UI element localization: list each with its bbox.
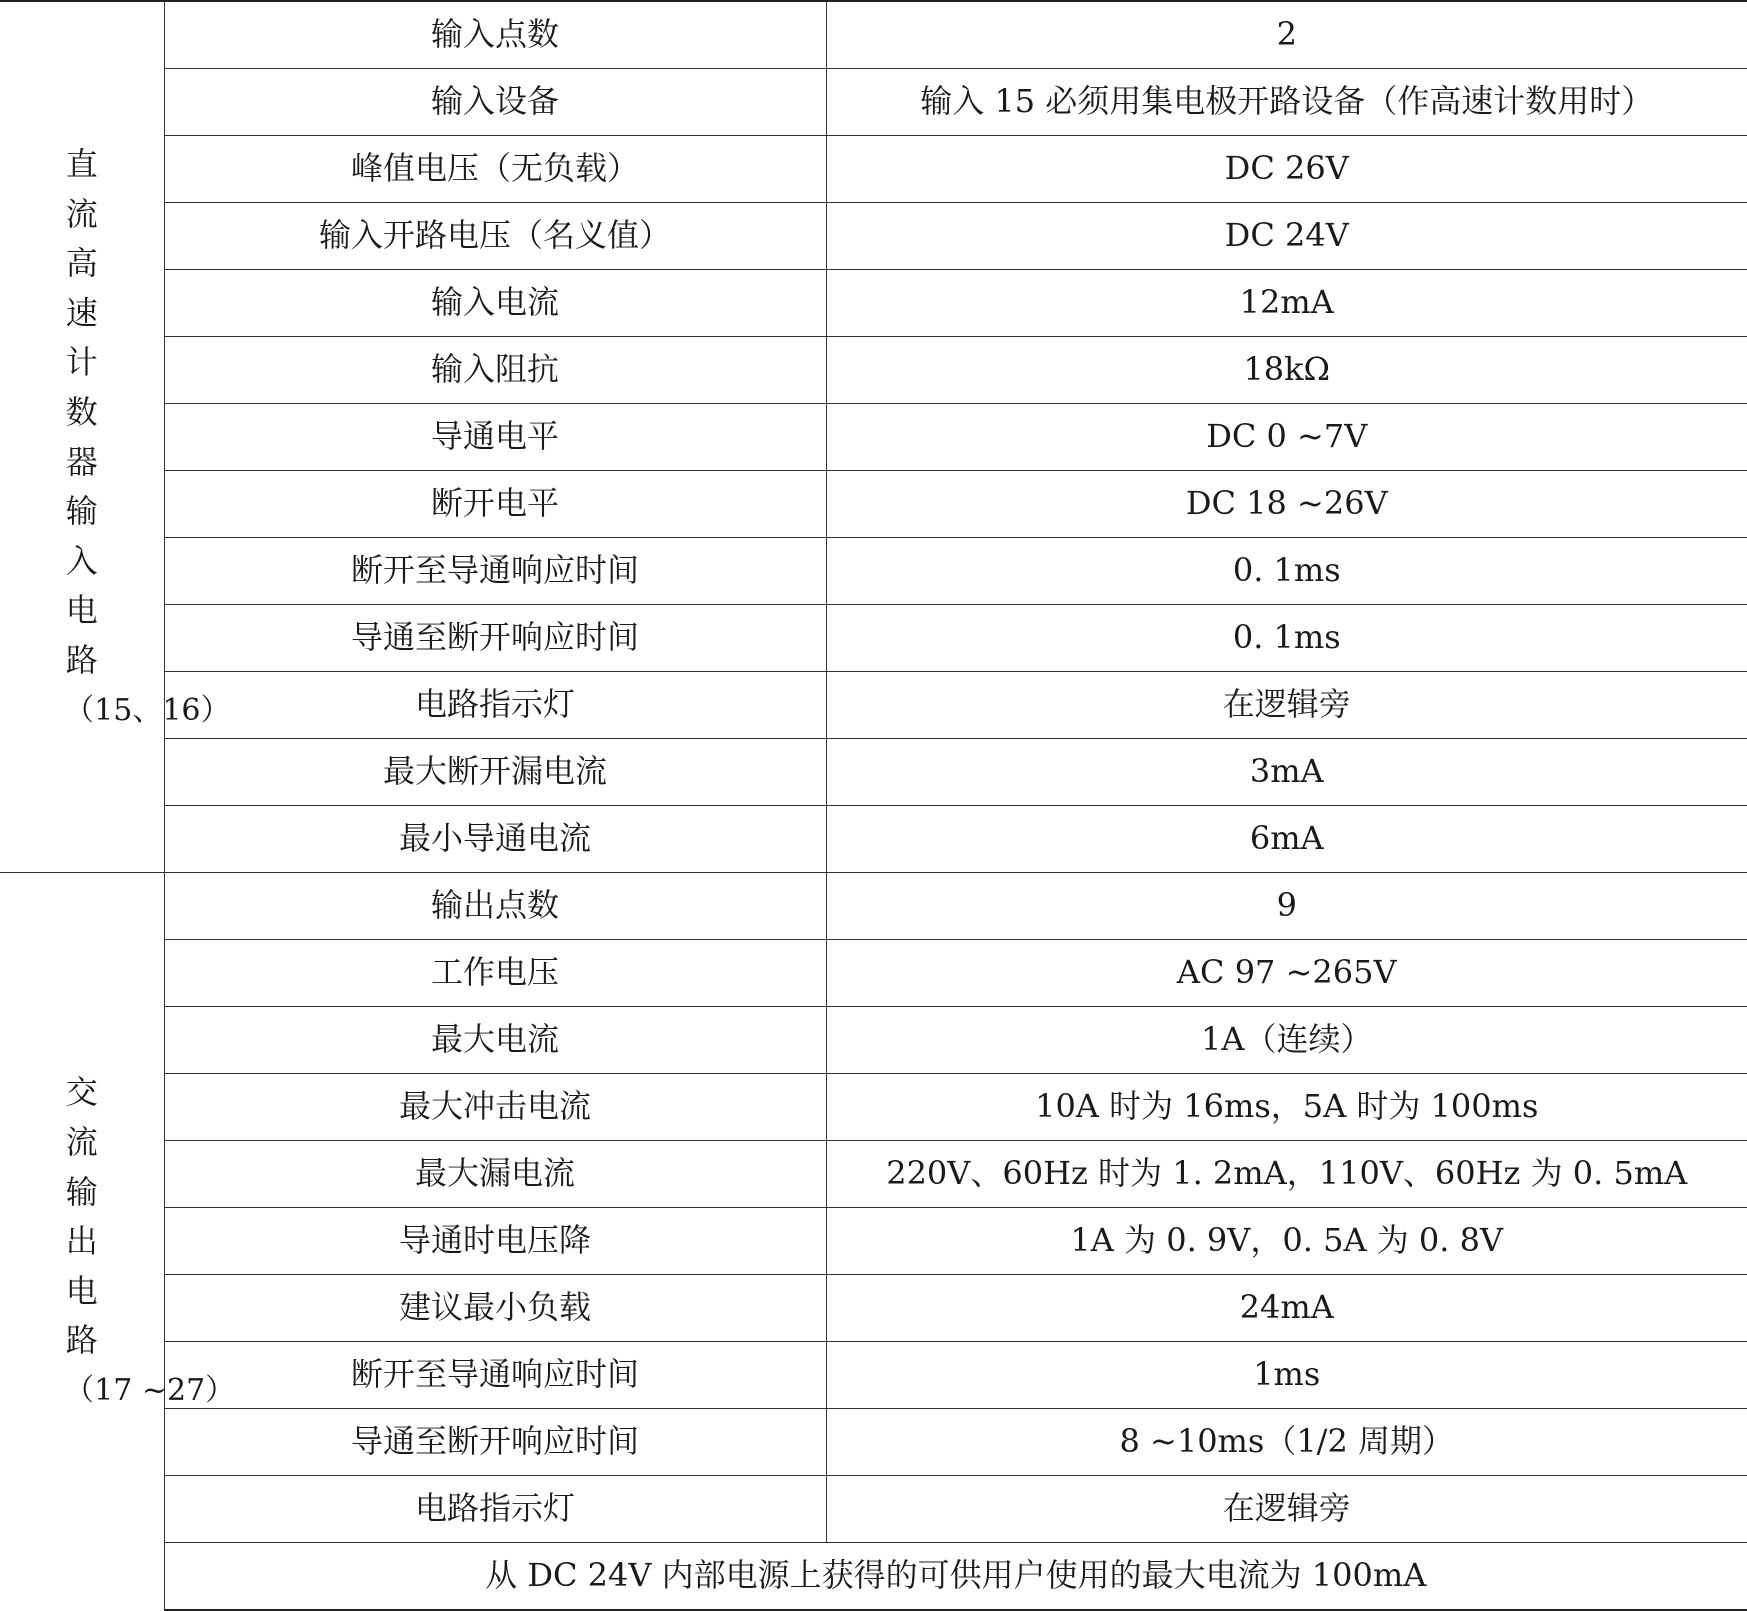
param-cell: 输入电流	[164, 270, 826, 337]
group-title-char: 路	[65, 640, 98, 679]
value-cell: DC 26V	[826, 136, 1747, 203]
table-row	[0, 940, 1747, 1007]
value-cell: 18kΩ	[826, 337, 1747, 404]
group-title	[64, 1068, 236, 1414]
value-cell: 24mA	[826, 1275, 1747, 1342]
group-title-char: 电	[65, 591, 98, 630]
table-row	[0, 1275, 1747, 1342]
param-cell: 最大断开漏电流	[164, 739, 826, 806]
table-row	[0, 203, 1747, 270]
group-title-char: 速	[65, 293, 98, 332]
value-cell: DC 18 ~26V	[826, 471, 1747, 538]
param-cell: 断开至导通响应时间	[164, 538, 826, 605]
value-cell: 输入 15 必须用集电极开路设备（作高速计数用时）	[826, 69, 1747, 136]
group-range: （17 ~27）	[64, 1373, 236, 1409]
value-cell: 12mA	[826, 270, 1747, 337]
param-cell: 最大漏电流	[164, 1141, 826, 1208]
group-title-char: 入	[65, 541, 98, 580]
table-row	[0, 1476, 1747, 1543]
spec-table-body	[0, 1, 1747, 1610]
table-row	[0, 873, 1747, 940]
value-cell: DC 0 ~7V	[826, 404, 1747, 471]
param-cell: 最大冲击电流	[164, 1074, 826, 1141]
group-title-char: 路	[65, 1321, 98, 1360]
value-cell: 9	[826, 873, 1747, 940]
group-title-char: 高	[65, 244, 98, 283]
value-cell: 1ms	[826, 1342, 1747, 1409]
param-cell: 导通电平	[164, 404, 826, 471]
table-row	[0, 605, 1747, 672]
table-row	[0, 1074, 1747, 1141]
group-title	[64, 140, 231, 734]
table-row	[0, 1141, 1747, 1208]
table-row	[0, 672, 1747, 739]
table-row	[0, 69, 1747, 136]
value-cell: DC 24V	[826, 203, 1747, 270]
param-cell: 电路指示灯	[164, 672, 826, 739]
param-cell: 输入设备	[164, 69, 826, 136]
param-cell: 峰值电压（无负载）	[164, 136, 826, 203]
group-title-char: 直	[65, 144, 98, 183]
group-title-char: 流	[65, 194, 98, 233]
table-row	[0, 136, 1747, 203]
group-range: （15、16）	[64, 692, 231, 728]
group-title-char: 交	[65, 1073, 98, 1112]
param-cell: 输入点数	[164, 1, 826, 69]
table-row	[0, 1409, 1747, 1476]
param-cell: 导通至断开响应时间	[164, 1409, 826, 1476]
group-title-char: 计	[65, 343, 98, 382]
param-cell: 最大电流	[164, 1007, 826, 1074]
param-cell: 工作电压	[164, 940, 826, 1007]
group-title-char: 输	[65, 492, 98, 531]
table-row	[0, 404, 1747, 471]
value-cell: 6mA	[826, 806, 1747, 873]
param-cell: 输出点数	[164, 873, 826, 940]
value-cell: 1A 为 0. 9V，0. 5A 为 0. 8V	[826, 1208, 1747, 1275]
param-cell: 输入阻抗	[164, 337, 826, 404]
table-row	[0, 739, 1747, 806]
value-cell: 10A 时为 16ms，5A 时为 100ms	[826, 1074, 1747, 1141]
group-title-char: 器	[65, 442, 98, 481]
table-row	[0, 471, 1747, 538]
value-cell: 0. 1ms	[826, 605, 1747, 672]
group-title-char: 出	[65, 1222, 98, 1261]
param-cell: 最小导通电流	[164, 806, 826, 873]
value-cell: 3mA	[826, 739, 1747, 806]
value-cell: AC 97 ~265V	[826, 940, 1747, 1007]
table-row	[0, 538, 1747, 605]
value-cell: 在逻辑旁	[826, 1476, 1747, 1543]
table-row	[0, 1007, 1747, 1074]
param-cell: 建议最小负载	[164, 1275, 826, 1342]
table-row	[0, 1, 1747, 69]
param-cell: 断开至导通响应时间	[164, 1342, 826, 1409]
group-label-cell	[0, 1, 231, 873]
note-row	[0, 1543, 1747, 1611]
table-row	[0, 270, 1747, 337]
note-cell: 从 DC 24V 内部电源上获得的可供用户使用的最大电流为 100mA	[164, 1543, 1747, 1611]
param-cell: 输入开路电压（名义值）	[164, 203, 826, 270]
group-label-cell	[0, 873, 236, 1611]
value-cell: 2	[826, 1, 1747, 69]
table-row	[0, 1342, 1747, 1409]
value-cell: 1A（连续）	[826, 1007, 1747, 1074]
group-title-char: 电	[65, 1271, 98, 1310]
param-cell: 断开电平	[164, 471, 826, 538]
value-cell: 0. 1ms	[826, 538, 1747, 605]
group-title-char: 输	[65, 1172, 98, 1211]
group-title-char: 数	[65, 392, 98, 431]
table-row	[0, 806, 1747, 873]
group-title-char: 流	[65, 1123, 98, 1162]
table-row	[0, 337, 1747, 404]
value-cell: 220V、60Hz 时为 1. 2mA，110V、60Hz 为 0. 5mA	[826, 1141, 1747, 1208]
value-cell: 8 ~10ms（1/2 周期）	[826, 1409, 1747, 1476]
table-row	[0, 1208, 1747, 1275]
param-cell: 导通至断开响应时间	[164, 605, 826, 672]
value-cell: 在逻辑旁	[826, 672, 1747, 739]
param-cell: 电路指示灯	[164, 1476, 826, 1543]
param-cell: 导通时电压降	[164, 1208, 826, 1275]
